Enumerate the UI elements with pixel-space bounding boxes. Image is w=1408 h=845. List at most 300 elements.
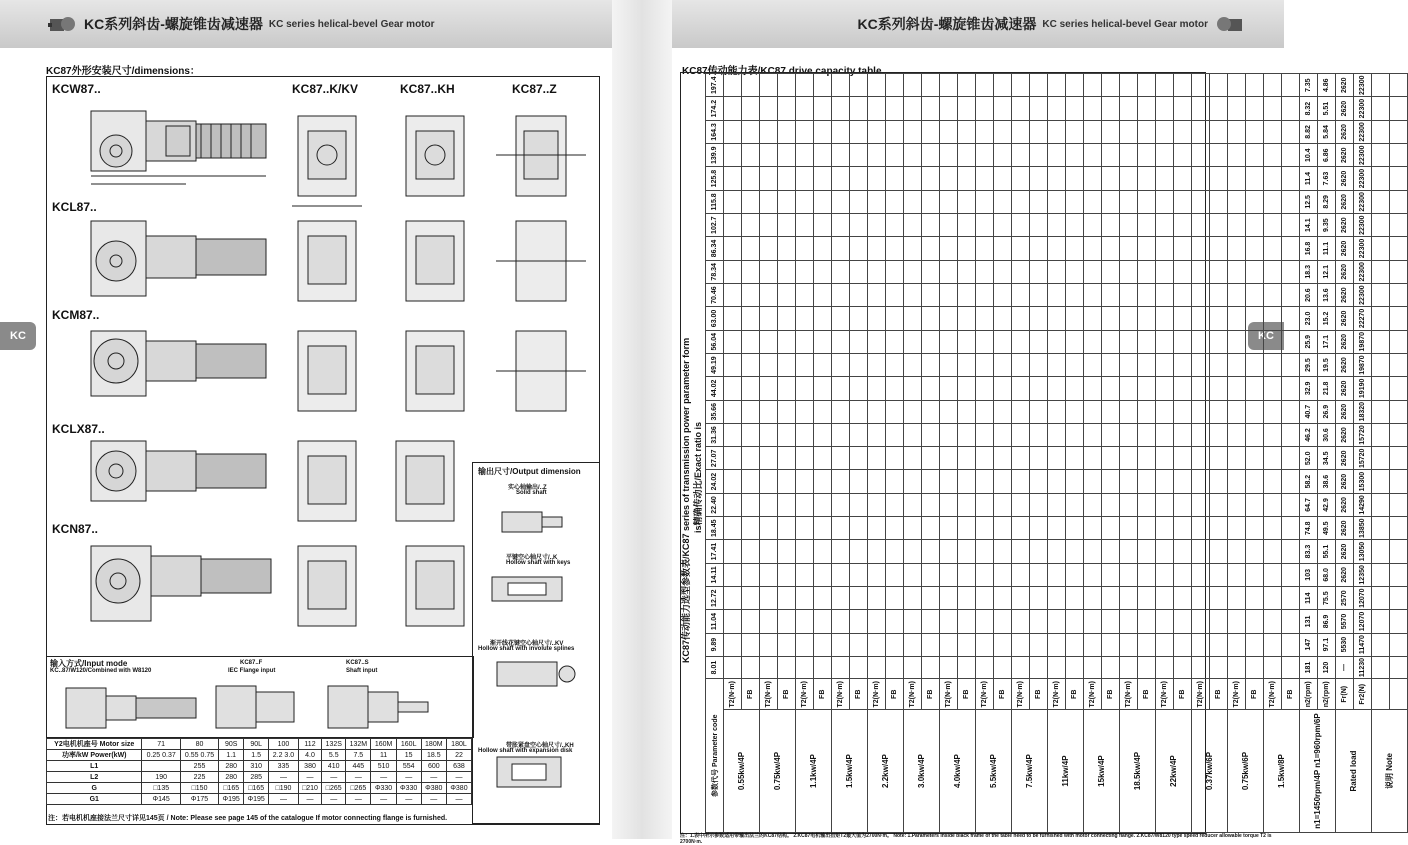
ratio-cell: 44.02 — [706, 377, 724, 400]
capacity-value-cell — [1066, 144, 1084, 167]
capacity-row — [724, 74, 742, 833]
capacity-value-cell — [760, 214, 778, 237]
capacity-value-cell — [1282, 353, 1300, 376]
capacity-value-cell: 30.6 — [1318, 423, 1336, 446]
capacity-value-cell — [742, 400, 760, 423]
capacity-value-cell — [886, 610, 904, 633]
capacity-value-cell — [1372, 540, 1390, 563]
capacity-value-cell — [1156, 563, 1174, 586]
capacity-value-cell — [904, 447, 922, 470]
motor-table-cell: 80 — [180, 739, 218, 750]
param-code-cell: FB — [1282, 679, 1300, 710]
capacity-value-cell: 12350 — [1354, 563, 1372, 586]
capacity-value-cell — [1030, 307, 1048, 330]
capacity-value-cell — [778, 633, 796, 656]
capacity-value-cell: 5570 — [1336, 610, 1354, 633]
capacity-value-cell: 15.2 — [1318, 307, 1336, 330]
capacity-value-cell — [922, 144, 940, 167]
capacity-value-cell — [1102, 330, 1120, 353]
ratio-cell: 56.04 — [706, 330, 724, 353]
capacity-value-cell — [832, 493, 850, 516]
capacity-value-cell — [832, 353, 850, 376]
capacity-value-cell — [778, 517, 796, 540]
capacity-value-cell — [1192, 307, 1210, 330]
capacity-value-cell — [904, 120, 922, 143]
disk-shaft-title: 带胀紧盘空心轴尺寸/..KH — [506, 743, 574, 749]
capacity-value-cell — [1048, 587, 1066, 610]
capacity-value-cell — [1282, 493, 1300, 516]
capacity-value-cell — [1030, 190, 1048, 213]
capacity-value-cell — [796, 260, 814, 283]
motor-table-cell: 225 — [180, 772, 218, 783]
capacity-value-cell — [1390, 214, 1408, 237]
left-footnote: 注：若电机机座接法兰尺寸详见145页 / Note: Please see page 145 of the catalogue If motor connecting flange is furnished. — [48, 815, 448, 822]
capacity-value-cell — [1138, 587, 1156, 610]
capacity-value-cell — [904, 214, 922, 237]
capacity-value-cell — [1192, 493, 1210, 516]
capacity-value-cell: 22300 — [1354, 237, 1372, 260]
capacity-value-cell: 120 — [1318, 656, 1336, 679]
capacity-value-cell — [904, 540, 922, 563]
param-code-cell: T2(N·m) — [1048, 679, 1066, 710]
param-code-cell: T2(N·m) — [1228, 679, 1246, 710]
capacity-row — [976, 74, 994, 833]
disk-shaft-subtitle: Hollow shaft with expansion disk — [478, 748, 573, 754]
capacity-value-cell — [940, 190, 958, 213]
shaft-input-title: KC87..S — [346, 660, 369, 666]
capacity-value-cell: 12070 — [1354, 610, 1372, 633]
capacity-value-cell — [814, 470, 832, 493]
capacity-value-cell — [1390, 377, 1408, 400]
capacity-value-cell — [940, 563, 958, 586]
capacity-row — [832, 74, 850, 833]
capacity-value-cell — [886, 470, 904, 493]
motor-table-cell: 510 — [371, 761, 396, 772]
motor-table-cell: □210 — [298, 783, 321, 794]
ratio-cell: 8.01 — [706, 656, 724, 679]
capacity-value-cell: 12.1 — [1318, 260, 1336, 283]
capacity-value-cell — [1066, 167, 1084, 190]
motor-table-cell: 71 — [142, 739, 180, 750]
capacity-value-cell — [1012, 237, 1030, 260]
capacity-value-cell — [742, 214, 760, 237]
capacity-value-cell — [1102, 74, 1120, 97]
param-code-cell: n2(rpm) — [1318, 679, 1336, 710]
capacity-value-cell — [1264, 656, 1282, 679]
motor-table-cell: 160M — [371, 739, 396, 750]
capacity-value-cell — [922, 190, 940, 213]
motor-power-cell: 0.75kw/6P — [1228, 710, 1264, 833]
capacity-value-cell — [1264, 493, 1282, 516]
capacity-value-cell — [742, 74, 760, 97]
capacity-value-cell — [1210, 400, 1228, 423]
capacity-value-cell — [1228, 423, 1246, 446]
motor-power-cell: 3.0kw/4P — [904, 710, 940, 833]
input-mode-drawings — [46, 656, 472, 736]
capacity-value-cell — [832, 167, 850, 190]
capacity-value-cell — [940, 470, 958, 493]
capacity-value-cell — [814, 260, 832, 283]
capacity-value-cell — [796, 144, 814, 167]
capacity-value-cell — [1264, 447, 1282, 470]
ratio-cell: 63.00 — [706, 307, 724, 330]
param-code-cell: FB — [1210, 679, 1228, 710]
capacity-value-cell — [904, 656, 922, 679]
capacity-value-cell — [1084, 493, 1102, 516]
capacity-value-cell: 58.2 — [1300, 470, 1318, 493]
capacity-value-cell — [1084, 330, 1102, 353]
capacity-value-cell — [1156, 74, 1174, 97]
keyed-shaft-title: 平键空心轴尺寸/..K — [506, 555, 558, 561]
capacity-value-cell — [1102, 167, 1120, 190]
capacity-value-cell — [922, 610, 940, 633]
capacity-row — [1120, 74, 1138, 833]
capacity-value-cell — [994, 353, 1012, 376]
capacity-value-cell — [886, 307, 904, 330]
capacity-value-cell: 25.9 — [1300, 330, 1318, 353]
motor-table-cell: 1.1 — [219, 750, 244, 761]
capacity-value-cell — [760, 167, 778, 190]
capacity-value-cell — [1138, 190, 1156, 213]
capacity-value-cell — [724, 610, 742, 633]
capacity-value-cell — [904, 237, 922, 260]
motor-table-cell: Φ195 — [244, 794, 269, 805]
param-code-cell: FB — [1138, 679, 1156, 710]
capacity-value-cell — [1030, 447, 1048, 470]
capacity-value-cell — [1066, 563, 1084, 586]
capacity-value-cell — [1030, 563, 1048, 586]
capacity-value-cell — [832, 377, 850, 400]
capacity-value-cell — [940, 330, 958, 353]
capacity-value-cell — [994, 587, 1012, 610]
capacity-value-cell — [1174, 493, 1192, 516]
motor-table-cell: — — [396, 772, 421, 783]
capacity-value-cell — [1264, 307, 1282, 330]
capacity-value-cell — [1138, 563, 1156, 586]
capacity-value-cell — [922, 283, 940, 306]
capacity-value-cell — [1012, 400, 1030, 423]
capacity-value-cell — [904, 633, 922, 656]
capacity-value-cell — [1210, 97, 1228, 120]
capacity-value-cell — [1246, 540, 1264, 563]
capacity-value-cell — [1156, 493, 1174, 516]
capacity-value-cell — [1282, 214, 1300, 237]
motor-table-cell: 5.5 — [322, 750, 346, 761]
capacity-value-cell — [1084, 656, 1102, 679]
capacity-value-cell: 2620 — [1336, 307, 1354, 330]
capacity-value-cell — [814, 656, 832, 679]
capacity-value-cell — [850, 633, 868, 656]
capacity-value-cell — [1138, 330, 1156, 353]
motor-table-cell: Φ330 — [371, 783, 396, 794]
capacity-value-cell — [1156, 120, 1174, 143]
capacity-value-cell — [1264, 167, 1282, 190]
capacity-value-cell — [1372, 353, 1390, 376]
ratio-cell: 35.66 — [706, 400, 724, 423]
gear-motor-logo-icon — [48, 13, 76, 35]
capacity-value-cell — [1372, 190, 1390, 213]
capacity-value-cell — [1192, 283, 1210, 306]
capacity-value-cell — [976, 377, 994, 400]
capacity-value-cell: 2620 — [1336, 283, 1354, 306]
capacity-value-cell — [994, 214, 1012, 237]
param-code-cell: T2(N·m) — [1264, 679, 1282, 710]
capacity-value-cell — [724, 190, 742, 213]
capacity-value-cell — [904, 260, 922, 283]
capacity-value-cell — [886, 447, 904, 470]
capacity-value-cell — [760, 120, 778, 143]
capacity-value-cell — [958, 190, 976, 213]
capacity-value-cell — [1048, 120, 1066, 143]
capacity-value-cell — [1012, 587, 1030, 610]
capacity-value-cell — [940, 214, 958, 237]
capacity-value-cell — [1120, 610, 1138, 633]
capacity-value-cell — [850, 540, 868, 563]
capacity-value-cell: 5530 — [1336, 633, 1354, 656]
capacity-value-cell — [724, 214, 742, 237]
capacity-value-cell — [1228, 656, 1246, 679]
capacity-value-cell — [742, 260, 760, 283]
capacity-value-cell — [958, 120, 976, 143]
capacity-value-cell — [1390, 74, 1408, 97]
capacity-value-cell — [1192, 144, 1210, 167]
capacity-value-cell — [868, 144, 886, 167]
param-code-cell: T2(N·m) — [1084, 679, 1102, 710]
capacity-value-cell — [958, 283, 976, 306]
capacity-value-cell — [1048, 656, 1066, 679]
capacity-value-cell — [850, 97, 868, 120]
motor-power-cell: 2.2kw/4P — [868, 710, 904, 833]
capacity-value-cell — [958, 423, 976, 446]
capacity-value-cell — [814, 377, 832, 400]
capacity-value-cell: 2620 — [1336, 563, 1354, 586]
capacity-value-cell — [1174, 377, 1192, 400]
capacity-value-cell — [1390, 167, 1408, 190]
motor-table-cell: Φ380 — [446, 783, 471, 794]
capacity-value-cell — [1264, 237, 1282, 260]
capacity-value-cell — [778, 214, 796, 237]
ratio-cell: 9.89 — [706, 633, 724, 656]
capacity-value-cell — [1048, 97, 1066, 120]
capacity-value-cell — [1120, 74, 1138, 97]
capacity-value-cell — [796, 610, 814, 633]
capacity-value-cell — [1156, 330, 1174, 353]
capacity-value-cell — [814, 353, 832, 376]
capacity-value-cell — [1156, 400, 1174, 423]
motor-table-cell: 0.25 0.37 — [142, 750, 180, 761]
capacity-value-cell — [1264, 330, 1282, 353]
capacity-value-cell — [1174, 400, 1192, 423]
capacity-value-cell — [958, 656, 976, 679]
capacity-value-cell — [1156, 540, 1174, 563]
capacity-value-cell — [1282, 167, 1300, 190]
capacity-value-cell — [850, 260, 868, 283]
left-page-header — [0, 0, 612, 48]
capacity-value-cell — [796, 377, 814, 400]
kc-kv-drawing-label: KC87..K/KV — [292, 82, 359, 96]
capacity-value-cell — [1228, 97, 1246, 120]
capacity-value-cell — [724, 517, 742, 540]
capacity-value-cell — [1228, 283, 1246, 306]
capacity-value-cell — [1048, 214, 1066, 237]
capacity-value-cell — [1228, 330, 1246, 353]
capacity-value-cell — [1174, 214, 1192, 237]
capacity-value-cell — [1102, 97, 1120, 120]
capacity-value-cell — [976, 587, 994, 610]
capacity-value-cell: 16.8 — [1300, 237, 1318, 260]
capacity-value-cell — [1372, 587, 1390, 610]
capacity-table-title: KC87传动能力选型参数表/KC87 series of transmission power parameter form — [681, 337, 691, 663]
capacity-value-cell — [1138, 214, 1156, 237]
capacity-value-cell — [1048, 447, 1066, 470]
capacity-value-cell — [742, 330, 760, 353]
capacity-value-cell — [1390, 260, 1408, 283]
capacity-value-cell — [922, 377, 940, 400]
capacity-value-cell — [1030, 633, 1048, 656]
capacity-value-cell — [1246, 97, 1264, 120]
capacity-value-cell — [1192, 260, 1210, 283]
capacity-value-cell — [832, 283, 850, 306]
capacity-value-cell — [724, 120, 742, 143]
capacity-value-cell — [1390, 353, 1408, 376]
capacity-value-cell — [724, 377, 742, 400]
capacity-value-cell: 74.8 — [1300, 517, 1318, 540]
capacity-value-cell — [1120, 190, 1138, 213]
motor-table-cell: □150 — [180, 783, 218, 794]
param-code-cell: T2(N·m) — [868, 679, 886, 710]
capacity-value-cell — [1228, 307, 1246, 330]
ratio-cell: 139.9 — [706, 144, 724, 167]
capacity-value-cell — [760, 470, 778, 493]
motor-table-cell: 112 — [298, 739, 321, 750]
capacity-value-cell — [742, 353, 760, 376]
capacity-value-cell — [1246, 353, 1264, 376]
param-code-cell: n2(rpm) — [1300, 679, 1318, 710]
capacity-value-cell — [1174, 633, 1192, 656]
capacity-value-cell — [742, 517, 760, 540]
capacity-value-cell — [1138, 377, 1156, 400]
ratio-cell: 27.07 — [706, 447, 724, 470]
capacity-value-cell — [1120, 587, 1138, 610]
param-code-cell: T2(N·m) — [940, 679, 958, 710]
capacity-value-cell — [1210, 447, 1228, 470]
capacity-value-cell: 7.35 — [1300, 74, 1318, 97]
capacity-value-cell: 22300 — [1354, 214, 1372, 237]
capacity-value-cell: 2620 — [1336, 447, 1354, 470]
capacity-value-cell — [724, 656, 742, 679]
capacity-value-cell — [922, 540, 940, 563]
capacity-row — [1156, 74, 1174, 833]
ratio-cell: 49.19 — [706, 353, 724, 376]
capacity-value-cell — [1390, 563, 1408, 586]
capacity-value-cell — [724, 74, 742, 97]
capacity-value-cell: 15720 — [1354, 447, 1372, 470]
motor-table-row — [47, 761, 472, 772]
ratio-cell: 24.02 — [706, 470, 724, 493]
capacity-value-cell — [1192, 470, 1210, 493]
right-notes: 注：1.表中所示参数适用带输出法兰的KC87结构。 2.KC87电机输出扭矩T2最大值为2700N·m。 Note: 1.Parameters inside black frame of the table need to be furnished with motor connecting flange. 2.KC87/W8120 type speed reducer allowable torque T2 is 2700N·m. — [680, 833, 1272, 845]
capacity-value-cell — [1264, 587, 1282, 610]
capacity-value-cell — [1084, 260, 1102, 283]
capacity-value-cell — [868, 237, 886, 260]
capacity-value-cell — [1192, 330, 1210, 353]
capacity-value-cell: 2620 — [1336, 214, 1354, 237]
motor-table-cell: □190 — [269, 783, 299, 794]
capacity-value-cell — [850, 587, 868, 610]
capacity-value-cell — [1138, 167, 1156, 190]
capacity-value-cell — [1012, 190, 1030, 213]
capacity-value-cell — [1138, 400, 1156, 423]
capacity-value-cell: 97.1 — [1318, 633, 1336, 656]
capacity-value-cell — [958, 493, 976, 516]
capacity-value-cell — [1372, 214, 1390, 237]
capacity-value-cell — [724, 493, 742, 516]
capacity-value-cell — [850, 74, 868, 97]
capacity-value-cell — [886, 540, 904, 563]
capacity-value-cell — [1066, 307, 1084, 330]
capacity-value-cell — [1192, 517, 1210, 540]
capacity-value-cell — [1048, 353, 1066, 376]
capacity-value-cell — [976, 610, 994, 633]
capacity-value-cell — [1372, 400, 1390, 423]
kclx-drawing-label: KCLX87.. — [52, 422, 105, 436]
motor-table-row-header: G — [47, 783, 142, 794]
capacity-value-cell — [1372, 656, 1390, 679]
capacity-value-cell — [940, 260, 958, 283]
capacity-value-cell — [1372, 610, 1390, 633]
capacity-value-cell — [832, 97, 850, 120]
capacity-value-cell — [994, 540, 1012, 563]
capacity-value-cell — [958, 377, 976, 400]
capacity-value-cell: 32.9 — [1300, 377, 1318, 400]
capacity-value-cell — [1156, 260, 1174, 283]
capacity-row — [1228, 74, 1246, 833]
capacity-value-cell — [1390, 517, 1408, 540]
capacity-value-cell — [1066, 633, 1084, 656]
capacity-value-cell — [796, 214, 814, 237]
capacity-value-cell — [1066, 587, 1084, 610]
capacity-value-cell: 14290 — [1354, 493, 1372, 516]
capacity-value-cell — [832, 190, 850, 213]
capacity-value-cell — [868, 563, 886, 586]
capacity-value-cell — [976, 120, 994, 143]
capacity-value-cell — [1120, 167, 1138, 190]
capacity-value-cell — [940, 167, 958, 190]
capacity-value-cell — [760, 656, 778, 679]
capacity-value-cell: — — [1336, 656, 1354, 679]
ratio-cell: 78.34 — [706, 260, 724, 283]
capacity-value-cell — [868, 307, 886, 330]
capacity-value-cell — [1138, 120, 1156, 143]
capacity-value-cell — [994, 610, 1012, 633]
capacity-value-cell — [868, 540, 886, 563]
capacity-value-cell — [760, 97, 778, 120]
capacity-value-cell: 131 — [1300, 610, 1318, 633]
capacity-value-cell — [904, 423, 922, 446]
param-code-cell: FB — [1066, 679, 1084, 710]
capacity-value-cell: 2620 — [1336, 353, 1354, 376]
capacity-value-cell — [886, 97, 904, 120]
capacity-value-cell — [724, 400, 742, 423]
ratio-cell: 125.8 — [706, 167, 724, 190]
capacity-value-cell — [994, 447, 1012, 470]
capacity-value-cell — [1228, 190, 1246, 213]
capacity-value-cell — [1048, 260, 1066, 283]
solid-shaft-subtitle: Solid shaft — [516, 490, 547, 496]
capacity-value-cell — [1084, 540, 1102, 563]
capacity-value-cell — [976, 144, 994, 167]
capacity-value-cell — [922, 656, 940, 679]
